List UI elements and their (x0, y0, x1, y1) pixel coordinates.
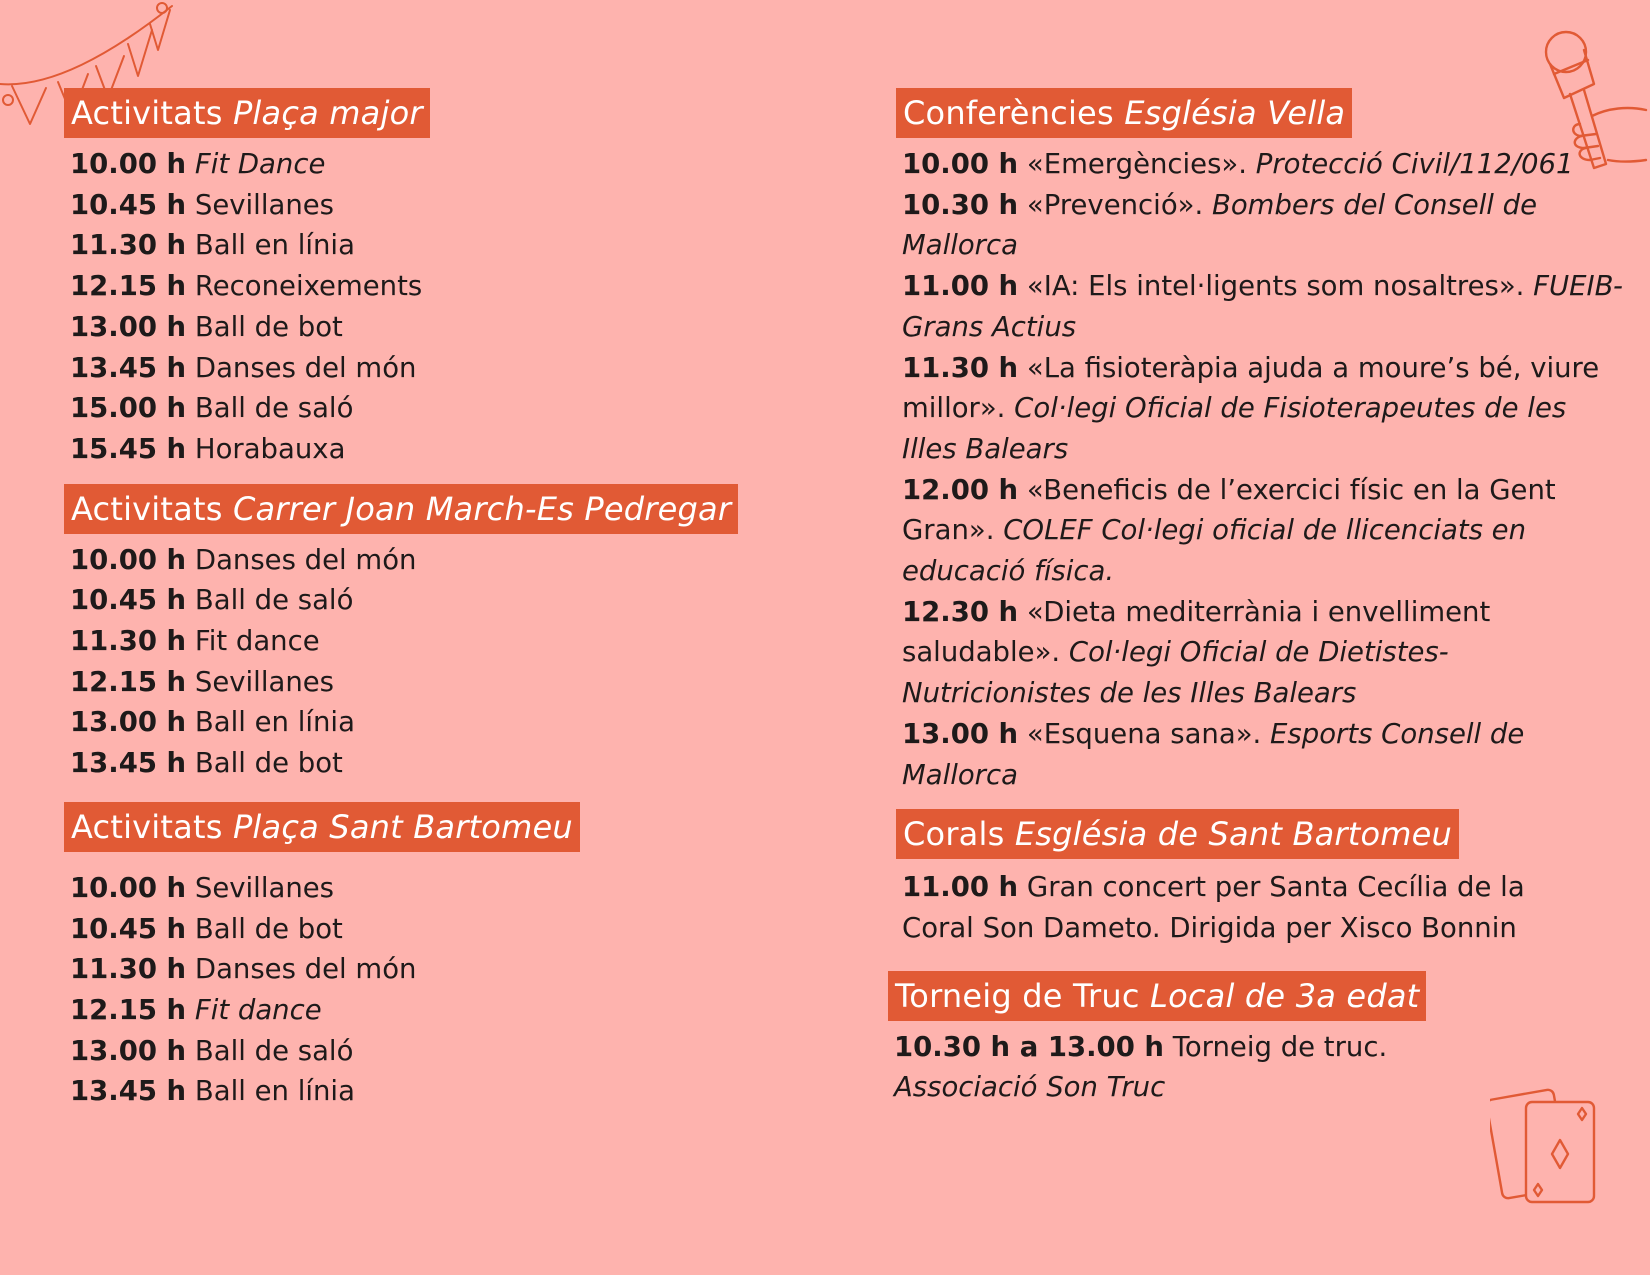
schedule-list (64, 144, 784, 470)
section-truc (888, 971, 1616, 1108)
section-carrer-joan-march (64, 484, 784, 784)
schedule-item: 13.45 h Ball de bot (70, 747, 343, 780)
schedule-item: 12.15 h Sevillanes (70, 665, 334, 698)
schedule-list (64, 540, 784, 784)
section-heading: Activitats Plaça Sant Bartomeu (64, 802, 580, 852)
schedule-list (896, 144, 1623, 795)
schedule-item: 11.30 h «La fisioteràpia ajuda a moure’s bé, viure millor». Col·legi Oficial de Fisioterapeutes de les Illes Balears (902, 351, 1600, 465)
schedule-item: 13.00 h Ball de bot (70, 310, 343, 343)
schedule-item: 13.00 h Ball en línia (70, 706, 355, 739)
schedule-list (896, 867, 1616, 948)
schedule-item: 10.00 h Danses del món (70, 543, 417, 576)
section-heading: Torneig de Truc Local de 3a edat (888, 971, 1426, 1021)
schedule-item: 11.30 h Fit dance (70, 625, 320, 658)
schedule-item: 10.00 h Fit Dance (70, 148, 326, 180)
schedule-item: 13.45 h Danses del món (70, 351, 417, 384)
schedule-list (64, 868, 784, 1112)
section-placa-major (64, 88, 784, 470)
section-heading: Corals Església de Sant Bartomeu (896, 809, 1459, 859)
schedule-item: 12.15 h Reconeixements (70, 270, 423, 303)
schedule-item: 10.00 h «Emergències». Protecció Civil/112/061 (902, 148, 1574, 180)
schedule-item: 13.00 h «Esquena sana». Esports Consell de Mallorca (902, 717, 1525, 791)
section-heading: Activitats Plaça major (64, 88, 430, 138)
schedule-item: 11.00 h «IA: Els intel·ligents som nosaltres». FUEIB- Grans Actius (902, 270, 1623, 343)
schedule-item: 11.00 h Gran concert per Santa Cecília de la Coral Son Dameto. Dirigida per Xisco Bonnin (902, 871, 1525, 944)
schedule-item: 13.00 h Ball de saló (70, 1034, 354, 1067)
schedule-item: 10.30 h «Prevenció». Bombers del Consell de Mallorca (902, 188, 1538, 262)
section-placa-sant-bartomeu (64, 802, 784, 1112)
left-column (64, 88, 784, 1112)
schedule-item: 10.00 h Sevillanes (70, 871, 334, 904)
section-heading: Conferències Església Vella (896, 88, 1352, 138)
schedule-item: 15.45 h Horabauxa (70, 432, 346, 465)
schedule-item: 12.15 h Fit dance (70, 993, 322, 1026)
schedule-item: 12.30 h «Dieta mediterrània i envelliment saludable». Col·legi Oficial de Dietistes- Nutricionistes de les Illes Balears (902, 595, 1491, 710)
schedule-item: 10.45 h Ball de saló (70, 584, 354, 617)
section-heading: Activitats Carrer Joan March-Es Pedregar (64, 484, 738, 534)
section-conferencies (896, 88, 1623, 795)
schedule-item: 11.30 h Danses del món (70, 953, 417, 986)
schedule-list (888, 1027, 1616, 1108)
section-corals (896, 809, 1616, 948)
schedule-item: 10.45 h Ball de bot (70, 912, 343, 945)
schedule-item: 15.00 h Ball de saló (70, 392, 354, 425)
schedule-item: 11.30 h Ball en línia (70, 229, 355, 262)
schedule-item: 10.45 h Sevillanes (70, 188, 334, 221)
schedule-item: 13.45 h Ball en línia (70, 1075, 355, 1108)
right-column (894, 88, 1623, 1108)
schedule-item: 10.30 h a 13.00 h Torneig de truc. Associació Son Truc (894, 1030, 1388, 1104)
schedule-item: 12.00 h «Beneficis de l’exercici físic en la Gent Gran». COLEF Col·legi oficial de llicenciats en educació física. (902, 473, 1556, 588)
